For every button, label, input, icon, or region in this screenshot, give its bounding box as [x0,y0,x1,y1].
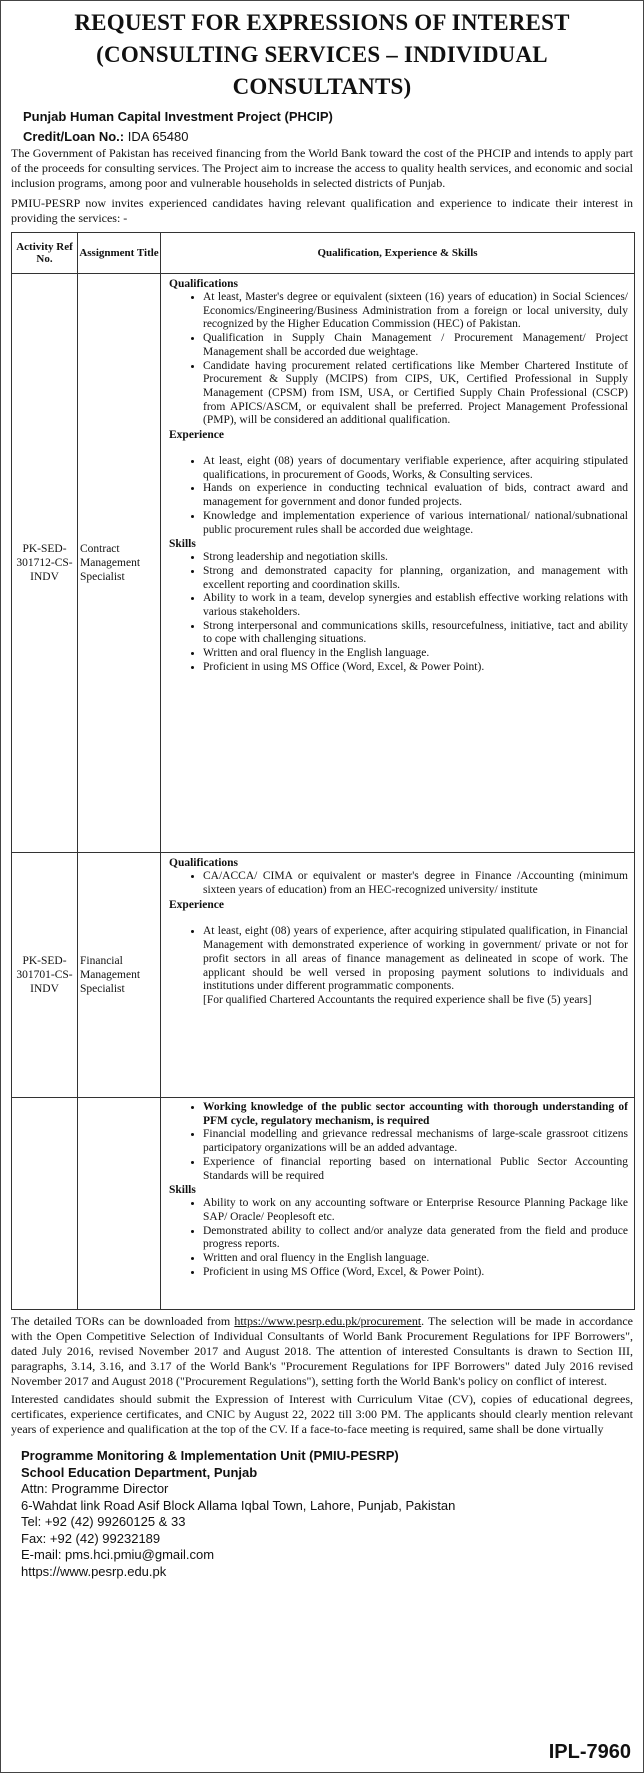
address-line: 6-Wahdat link Road Asif Block Allama Iqbal Town, Lahore, Punjab, Pakistan [21,1497,456,1513]
assignments-table [11,232,635,1310]
credit-label: Credit/Loan No.: [23,129,125,144]
activity-ref-empty [12,1098,78,1310]
experience-heading: Experience [169,429,224,442]
table-row [12,1098,635,1310]
qualifications-list [169,870,628,897]
assignment-title-empty [78,1098,161,1310]
list-item: • Strong leadership and negotiation skills. [203,551,628,565]
tor-text-pre: The detailed TORs can be downloaded from [11,1314,235,1328]
title-line-1: REQUEST FOR EXPRESSIONS OF INTEREST [74,10,570,35]
experience-heading: Experience [169,899,224,912]
header-assignment-title: Assignment Title [78,233,161,274]
invite-paragraph: PMIU-PESRP now invites experienced candidates having relevant qualification and experience to indicate their interest in providing the services: - [11,196,633,225]
table-row [12,853,635,1098]
list-item: • At least, Master's degree or equivalent (sixteen (16) years of education) in Social Sciences/ Economics/Engineering/Business Administration from a foreign or local university, duly recognized by the Higher Education Commission (HEC) of Pakistan. [203,291,628,332]
qualifications-list [169,291,628,428]
list-item: • Working knowledge of the public sector accounting with thorough understanding of PFM cycle, regulatory mechanism, is required [203,1101,628,1128]
experience-list [169,925,628,994]
qualifications-heading: Qualifications [169,857,239,869]
experience-list-continued [169,1101,628,1183]
list-item: • Written and oral fluency in the English language. [203,1252,628,1266]
email-line[interactable]: E-mail: pms.hci.pmiu@gmail.com [21,1547,215,1562]
header-activity-ref: Activity Ref No. [12,233,78,274]
skills-heading: Skills [169,538,196,551]
requirements-cell [161,1098,635,1310]
attention-line: Attn: Programme Director [21,1481,169,1496]
list-item: • Written and oral fluency in the English language. [203,647,628,661]
skills-heading: Skills [169,1184,196,1197]
tor-text-post: . The selection will be made in accordance with the Open Competitive Selection of Individual Consultants of World Bank Procurement Regulations for IPF Borrowers", dated July 2016, revised November 2017 and August 2018. The attention of interested Consultants is drawn to Section III, paragraphs, 3.14, 3.16, and 3.17 of the World Bank's "Procurement Regulations for IPF Borrowers" dated July 2016 revised November 2017 and August 2018 ("Procurement Regulations"), setting forth the World Bank's policy on conflict of interest. [11,1314,633,1388]
list-item: • Knowledge and implementation experience of various international/ national/subnational public procurement rules shall be accorded due weightage. [203,510,628,537]
tor-download-link[interactable]: https://www.pesrp.edu.pk/procurement [234,1314,422,1328]
contact-block [21,1448,633,1580]
list-item: • At least, eight (08) years of documentary verifiable experience, after acquiring stipulated qualifications, in procurement of Goods, Works, & Consulting services. [203,455,628,482]
list-item: • Qualification in Supply Chain Management / Procurement Management/ Project Management shall be accorded due weightage. [203,332,628,359]
tor-paragraph [11,1314,633,1389]
list-item: • Demonstrated ability to collect and/or analyze data generated from the field and produce progress reports. [203,1225,628,1252]
list-item: • Strong interpersonal and communications skills, resourcefulness, initiative, tact and ability to cope with challenging situations. [203,620,628,647]
submission-paragraph: Interested candidates should submit the Expression of Interest with Curriculum Vitae (CV), copies of educational degrees, certificates, experience certificates, and CNIC by August 22, 2022 till 3:00 PM. The applicants should clearly mention relevant years of experience and qualification at the top of the CV. If a face-to-face meeting is required, same shall be done virtually [11,1392,633,1436]
list-item: • Ability to work on any accounting software or Enterprise Resource Planning Package like SAP/ Oracle/ Peoplesoft etc. [203,1197,628,1224]
ad-code: IPL-7960 [548,1741,631,1763]
list-item: • Ability to work in a team, develop synergies and establish effective working relations with various stakeholders. [203,592,628,619]
project-name: Punjab Human Capital Investment Project (PHCIP) [23,109,333,124]
list-item: • At least, eight (08) years of experience, after acquiring stipulated qualification, in Financial Management with demonstrated experience of working in government/ private or not for profit sectors in all areas of finance management as delineated in scope of work. The applicant should be well versed in proposing payment solutions to individuals and institutions under different programmatic components. [203,925,628,994]
list-item: • Proficient in using MS Office (Word, Excel, & Power Point). [203,661,628,675]
experience-list [169,455,628,537]
list-item: • Proficient in using MS Office (Word, Excel, & Power Point). [203,1266,628,1280]
assignment-title: Contract Management Specialist [78,274,161,853]
activity-ref: PK-SED-301712-CS-INDV [12,274,78,853]
table-row [12,274,635,853]
experience-note: [For qualified Chartered Accountants the required experience shall be five (5) years] [203,993,592,1006]
intro-paragraph: The Government of Pakistan has received financing from the World Bank toward the cost of the PHCIP and intends to apply part of the proceeds for consulting services. The Project aim to increase the access to quality health services, and economic and social inclusion programs, among poor and vulnerable households in selected districts of Punjab. [11,146,633,190]
title-line-2: (CONSULTING SERVICES – INDIVIDUAL CONSULTANTS) [96,42,548,99]
skills-list [169,1197,628,1279]
qualifications-heading: Qualifications [169,278,239,290]
list-item: • Strong and demonstrated capacity for planning, organization, and management with excellent reporting and coordination skills. [203,565,628,592]
fax-line: Fax: +92 (42) 99232189 [21,1530,161,1546]
list-item: • Hands on experience in conducting technical evaluation of bids, contract award and management for government and donor funded projects. [203,482,628,509]
header-qualification: Qualification, Experience & Skills [161,233,635,274]
list-item: • Financial modelling and grievance redressal mechanisms of large-scale grassroot citizens participatory organizations will be an added advantage. [203,1128,628,1155]
website-link[interactable]: https://www.pesrp.edu.pk [21,1563,167,1579]
telephone-line: Tel: +92 (42) 99260125 & 33 [21,1514,186,1529]
assignment-title: Financial Management Specialist [78,853,161,1098]
requirements-cell [161,274,635,853]
list-item: • Candidate having procurement related certifications like Member Chartered Institute of Procurement & Supply (MCIPS) from CIPS, UK, Certified Professional in Supply Management (CPSM) from ISM, USA, or Certified Supply Chain Professional (CSCP) from APICS/ASCM, or equivalent shall be preferred. Project Management Professional (PMP), will be considered an additional qualification. [203,360,628,429]
department-name: School Education Department, Punjab [21,1464,258,1480]
unit-name: Programme Monitoring & Implementation Unit (PMIU-PESRP) [21,1448,399,1463]
skills-list [169,551,628,674]
credit-value: IDA 65480 [127,129,189,144]
list-item: • Experience of financial reporting based on international Public Sector Accounting Standards will be required [203,1156,628,1183]
requirements-cell [161,853,635,1098]
list-item: • CA/ACCA/ CIMA or equivalent or master's degree in Finance /Accounting (minimum sixteen years of education) from an HEC-recognized university/ institute [203,870,628,897]
table-header-row [12,233,635,274]
activity-ref: PK-SED-301701-CS-INDV [12,853,78,1098]
credit-line [23,129,633,144]
